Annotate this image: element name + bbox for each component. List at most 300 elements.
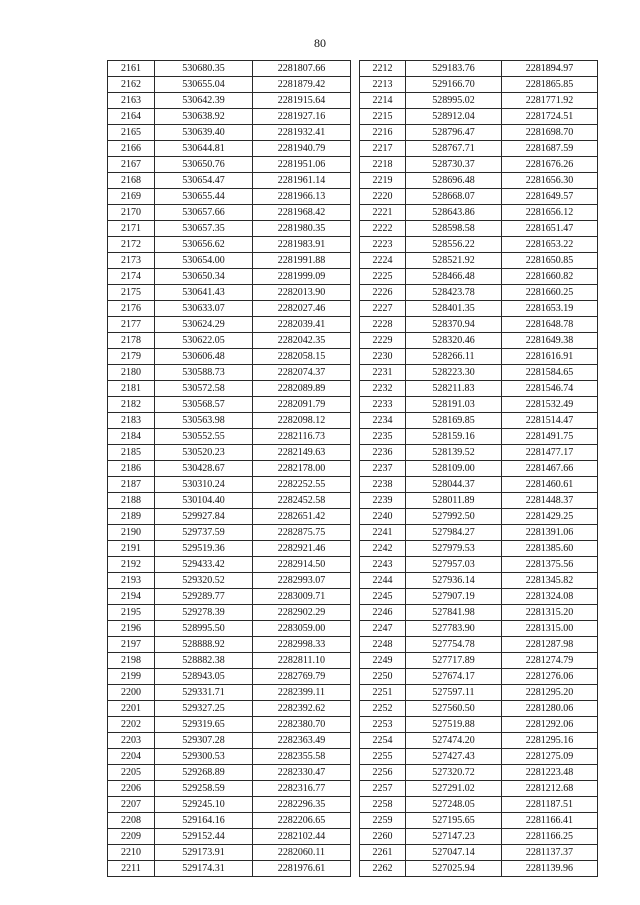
x-coordinate-cell: 528370.94 — [406, 317, 502, 333]
x-coordinate-cell: 530641.43 — [155, 285, 253, 301]
x-coordinate-cell: 528912.04 — [406, 109, 502, 125]
y-coordinate-cell: 2281660.25 — [502, 285, 598, 301]
x-coordinate-cell: 530633.07 — [155, 301, 253, 317]
point-number-cell: 2214 — [360, 93, 406, 109]
x-coordinate-cell: 528995.02 — [406, 93, 502, 109]
y-coordinate-cell: 2281771.92 — [502, 93, 598, 109]
y-coordinate-cell: 2281391.06 — [502, 525, 598, 541]
table-row — [108, 109, 351, 125]
x-coordinate-cell: 530638.92 — [155, 109, 253, 125]
point-number-cell: 2222 — [360, 221, 406, 237]
point-number-cell: 2245 — [360, 589, 406, 605]
table-row — [108, 93, 351, 109]
table-row — [360, 781, 598, 797]
table-row — [108, 637, 351, 653]
y-coordinate-cell: 2281961.14 — [253, 173, 351, 189]
table-row — [360, 93, 598, 109]
table-row — [360, 749, 598, 765]
point-number-cell: 2224 — [360, 253, 406, 269]
table-row — [108, 221, 351, 237]
y-coordinate-cell: 2282811.10 — [253, 653, 351, 669]
y-coordinate-cell: 2281166.25 — [502, 829, 598, 845]
point-number-cell: 2248 — [360, 637, 406, 653]
table-row — [108, 781, 351, 797]
y-coordinate-cell: 2281616.91 — [502, 349, 598, 365]
point-number-cell: 2167 — [108, 157, 155, 173]
point-number-cell: 2256 — [360, 765, 406, 781]
table-row — [360, 173, 598, 189]
x-coordinate-cell: 529173.91 — [155, 845, 253, 861]
x-coordinate-cell: 529258.59 — [155, 781, 253, 797]
point-number-cell: 2217 — [360, 141, 406, 157]
x-coordinate-cell: 527841.98 — [406, 605, 502, 621]
table-row — [108, 685, 351, 701]
x-coordinate-cell: 528159.16 — [406, 429, 502, 445]
x-coordinate-cell: 530104.40 — [155, 493, 253, 509]
x-coordinate-cell: 530650.34 — [155, 269, 253, 285]
table-row — [360, 493, 598, 509]
x-coordinate-cell: 527474.20 — [406, 733, 502, 749]
table-row — [360, 109, 598, 125]
x-coordinate-cell: 528211.83 — [406, 381, 502, 397]
table-row — [108, 157, 351, 173]
point-number-cell: 2260 — [360, 829, 406, 845]
point-number-cell: 2176 — [108, 301, 155, 317]
point-number-cell: 2206 — [108, 781, 155, 797]
y-coordinate-cell: 2282060.11 — [253, 845, 351, 861]
table-row — [360, 205, 598, 221]
y-coordinate-cell: 2282013.90 — [253, 285, 351, 301]
table-row — [108, 317, 351, 333]
x-coordinate-cell: 529927.84 — [155, 509, 253, 525]
table-row — [360, 333, 598, 349]
y-coordinate-cell: 2282875.75 — [253, 525, 351, 541]
point-number-cell: 2169 — [108, 189, 155, 205]
table-row — [360, 77, 598, 93]
y-coordinate-cell: 2281653.19 — [502, 301, 598, 317]
point-number-cell: 2195 — [108, 605, 155, 621]
x-coordinate-cell: 528730.37 — [406, 157, 502, 173]
point-number-cell: 2257 — [360, 781, 406, 797]
y-coordinate-cell: 2281448.37 — [502, 493, 598, 509]
y-coordinate-cell: 2281546.74 — [502, 381, 598, 397]
y-coordinate-cell: 2282651.42 — [253, 509, 351, 525]
y-coordinate-cell: 2281927.16 — [253, 109, 351, 125]
y-coordinate-cell: 2281807.66 — [253, 61, 351, 77]
point-number-cell: 2227 — [360, 301, 406, 317]
y-coordinate-cell: 2281724.51 — [502, 109, 598, 125]
y-coordinate-cell: 2281951.06 — [253, 157, 351, 173]
point-number-cell: 2190 — [108, 525, 155, 541]
y-coordinate-cell: 2281656.12 — [502, 205, 598, 221]
x-coordinate-cell: 527907.19 — [406, 589, 502, 605]
y-coordinate-cell: 2281980.35 — [253, 221, 351, 237]
table-row — [108, 765, 351, 781]
x-coordinate-cell: 530655.04 — [155, 77, 253, 93]
y-coordinate-cell: 2281287.98 — [502, 637, 598, 653]
x-coordinate-cell: 527936.14 — [406, 573, 502, 589]
point-number-cell: 2247 — [360, 621, 406, 637]
x-coordinate-cell: 527754.78 — [406, 637, 502, 653]
y-coordinate-cell: 2282399.11 — [253, 685, 351, 701]
table-row — [108, 749, 351, 765]
point-number-cell: 2201 — [108, 701, 155, 717]
x-coordinate-cell: 528401.35 — [406, 301, 502, 317]
x-coordinate-cell: 528191.03 — [406, 397, 502, 413]
point-number-cell: 2238 — [360, 477, 406, 493]
y-coordinate-cell: 2282914.50 — [253, 557, 351, 573]
y-coordinate-cell: 2281274.79 — [502, 653, 598, 669]
x-coordinate-cell: 529331.71 — [155, 685, 253, 701]
table-row — [360, 381, 598, 397]
point-number-cell: 2229 — [360, 333, 406, 349]
x-coordinate-cell: 527047.14 — [406, 845, 502, 861]
x-coordinate-cell: 529183.76 — [406, 61, 502, 77]
point-number-cell: 2205 — [108, 765, 155, 781]
x-coordinate-cell: 530520.23 — [155, 445, 253, 461]
point-number-cell: 2244 — [360, 573, 406, 589]
table-row — [360, 477, 598, 493]
y-coordinate-cell: 2281915.64 — [253, 93, 351, 109]
x-coordinate-cell: 528696.48 — [406, 173, 502, 189]
table-row — [108, 509, 351, 525]
y-coordinate-cell: 2281385.60 — [502, 541, 598, 557]
x-coordinate-cell: 528109.00 — [406, 461, 502, 477]
y-coordinate-cell: 2281968.42 — [253, 205, 351, 221]
table-row — [360, 541, 598, 557]
y-coordinate-cell: 2281276.06 — [502, 669, 598, 685]
x-coordinate-cell: 530657.66 — [155, 205, 253, 221]
point-number-cell: 2239 — [360, 493, 406, 509]
x-coordinate-cell: 527992.50 — [406, 509, 502, 525]
x-coordinate-cell: 527957.03 — [406, 557, 502, 573]
y-coordinate-cell: 2281999.09 — [253, 269, 351, 285]
table-row — [360, 701, 598, 717]
x-coordinate-cell: 530588.73 — [155, 365, 253, 381]
table-row — [360, 237, 598, 253]
y-coordinate-cell: 2281648.78 — [502, 317, 598, 333]
x-coordinate-cell: 528767.71 — [406, 141, 502, 157]
x-coordinate-cell: 527248.05 — [406, 797, 502, 813]
point-number-cell: 2185 — [108, 445, 155, 461]
y-coordinate-cell: 2282316.77 — [253, 781, 351, 797]
x-coordinate-cell: 530622.05 — [155, 333, 253, 349]
table-row — [108, 429, 351, 445]
x-coordinate-cell: 529245.10 — [155, 797, 253, 813]
point-number-cell: 2258 — [360, 797, 406, 813]
x-coordinate-cell: 529300.53 — [155, 749, 253, 765]
x-coordinate-cell: 528423.78 — [406, 285, 502, 301]
table-row — [108, 733, 351, 749]
point-number-cell: 2242 — [360, 541, 406, 557]
table-row — [108, 797, 351, 813]
x-coordinate-cell: 528598.58 — [406, 221, 502, 237]
point-number-cell: 2199 — [108, 669, 155, 685]
x-coordinate-cell: 528169.85 — [406, 413, 502, 429]
x-coordinate-cell: 527195.65 — [406, 813, 502, 829]
y-coordinate-cell: 2281687.59 — [502, 141, 598, 157]
y-coordinate-cell: 2281477.17 — [502, 445, 598, 461]
x-coordinate-cell: 529319.65 — [155, 717, 253, 733]
y-coordinate-cell: 2281280.06 — [502, 701, 598, 717]
point-number-cell: 2180 — [108, 365, 155, 381]
x-coordinate-cell: 528995.50 — [155, 621, 253, 637]
table-row — [360, 285, 598, 301]
y-coordinate-cell: 2281676.26 — [502, 157, 598, 173]
x-coordinate-cell: 527783.90 — [406, 621, 502, 637]
x-coordinate-cell: 529320.52 — [155, 573, 253, 589]
point-number-cell: 2211 — [108, 861, 155, 877]
point-number-cell: 2213 — [360, 77, 406, 93]
table-row — [108, 413, 351, 429]
y-coordinate-cell: 2281345.82 — [502, 573, 598, 589]
point-number-cell: 2170 — [108, 205, 155, 221]
point-number-cell: 2172 — [108, 237, 155, 253]
table-row — [360, 189, 598, 205]
y-coordinate-cell: 2282355.58 — [253, 749, 351, 765]
y-coordinate-cell: 2282091.79 — [253, 397, 351, 413]
point-number-cell: 2200 — [108, 685, 155, 701]
x-coordinate-cell: 529166.70 — [406, 77, 502, 93]
x-coordinate-cell: 529174.31 — [155, 861, 253, 877]
table-row — [360, 829, 598, 845]
x-coordinate-cell: 529307.28 — [155, 733, 253, 749]
table-row — [108, 653, 351, 669]
table-row — [360, 717, 598, 733]
table-row — [108, 141, 351, 157]
y-coordinate-cell: 2281983.91 — [253, 237, 351, 253]
table-row — [360, 573, 598, 589]
table-row — [360, 589, 598, 605]
point-number-cell: 2189 — [108, 509, 155, 525]
table-row — [108, 829, 351, 845]
y-coordinate-cell: 2282921.46 — [253, 541, 351, 557]
point-number-cell: 2182 — [108, 397, 155, 413]
table-row — [360, 797, 598, 813]
x-coordinate-cell: 530656.62 — [155, 237, 253, 253]
y-coordinate-cell: 2281139.96 — [502, 861, 598, 877]
x-coordinate-cell: 528466.48 — [406, 269, 502, 285]
point-number-cell: 2209 — [108, 829, 155, 845]
table-row — [360, 637, 598, 653]
x-coordinate-cell: 528888.92 — [155, 637, 253, 653]
x-coordinate-cell: 530657.35 — [155, 221, 253, 237]
point-number-cell: 2251 — [360, 685, 406, 701]
table-row — [108, 125, 351, 141]
x-coordinate-cell: 529164.16 — [155, 813, 253, 829]
point-number-cell: 2243 — [360, 557, 406, 573]
x-coordinate-cell: 528011.89 — [406, 493, 502, 509]
y-coordinate-cell: 2281295.16 — [502, 733, 598, 749]
x-coordinate-cell: 527984.27 — [406, 525, 502, 541]
x-coordinate-cell: 530568.57 — [155, 397, 253, 413]
y-coordinate-cell: 2282252.55 — [253, 477, 351, 493]
table-row — [108, 717, 351, 733]
x-coordinate-cell: 530650.76 — [155, 157, 253, 173]
y-coordinate-cell: 2281966.13 — [253, 189, 351, 205]
point-number-cell: 2191 — [108, 541, 155, 557]
point-number-cell: 2259 — [360, 813, 406, 829]
y-coordinate-cell: 2281976.61 — [253, 861, 351, 877]
point-number-cell: 2232 — [360, 381, 406, 397]
y-coordinate-cell: 2281991.88 — [253, 253, 351, 269]
point-number-cell: 2246 — [360, 605, 406, 621]
table-row — [108, 493, 351, 509]
table-row — [108, 205, 351, 221]
y-coordinate-cell: 2281584.65 — [502, 365, 598, 381]
x-coordinate-cell: 527025.94 — [406, 861, 502, 877]
x-coordinate-cell: 527560.50 — [406, 701, 502, 717]
point-number-cell: 2164 — [108, 109, 155, 125]
point-number-cell: 2203 — [108, 733, 155, 749]
y-coordinate-cell: 2282392.62 — [253, 701, 351, 717]
table-row — [360, 861, 598, 877]
table-row — [360, 365, 598, 381]
table-row — [108, 189, 351, 205]
x-coordinate-cell: 528044.37 — [406, 477, 502, 493]
x-coordinate-cell: 530639.40 — [155, 125, 253, 141]
x-coordinate-cell: 530680.35 — [155, 61, 253, 77]
x-coordinate-cell: 530655.44 — [155, 189, 253, 205]
point-number-cell: 2215 — [360, 109, 406, 125]
point-number-cell: 2236 — [360, 445, 406, 461]
table-row — [108, 477, 351, 493]
point-number-cell: 2223 — [360, 237, 406, 253]
y-coordinate-cell: 2281514.47 — [502, 413, 598, 429]
point-number-cell: 2192 — [108, 557, 155, 573]
table-row — [360, 61, 598, 77]
table-row — [360, 813, 598, 829]
table-row — [108, 541, 351, 557]
table-row — [108, 445, 351, 461]
x-coordinate-cell: 530642.39 — [155, 93, 253, 109]
table-row — [360, 765, 598, 781]
y-coordinate-cell: 2282116.73 — [253, 429, 351, 445]
y-coordinate-cell: 2282098.12 — [253, 413, 351, 429]
table-row — [108, 605, 351, 621]
point-number-cell: 2220 — [360, 189, 406, 205]
y-coordinate-cell: 2282074.37 — [253, 365, 351, 381]
page-number: 80 — [314, 36, 326, 50]
x-coordinate-cell: 528223.30 — [406, 365, 502, 381]
table-row — [360, 141, 598, 157]
point-number-cell: 2186 — [108, 461, 155, 477]
table-row — [108, 365, 351, 381]
x-coordinate-cell: 528943.05 — [155, 669, 253, 685]
point-number-cell: 2198 — [108, 653, 155, 669]
table-row — [360, 221, 598, 237]
y-coordinate-cell: 2281879.42 — [253, 77, 351, 93]
point-number-cell: 2166 — [108, 141, 155, 157]
y-coordinate-cell: 2282993.07 — [253, 573, 351, 589]
x-coordinate-cell: 527674.17 — [406, 669, 502, 685]
table-row — [360, 733, 598, 749]
table-row — [108, 173, 351, 189]
point-number-cell: 2177 — [108, 317, 155, 333]
x-coordinate-cell: 530428.67 — [155, 461, 253, 477]
point-number-cell: 2212 — [360, 61, 406, 77]
table-row — [108, 333, 351, 349]
x-coordinate-cell: 527291.02 — [406, 781, 502, 797]
table-row — [108, 861, 351, 877]
x-coordinate-cell: 528320.46 — [406, 333, 502, 349]
y-coordinate-cell: 2281137.37 — [502, 845, 598, 861]
point-number-cell: 2261 — [360, 845, 406, 861]
point-number-cell: 2173 — [108, 253, 155, 269]
point-number-cell: 2249 — [360, 653, 406, 669]
point-number-cell: 2165 — [108, 125, 155, 141]
point-number-cell: 2262 — [360, 861, 406, 877]
y-coordinate-cell: 2281698.70 — [502, 125, 598, 141]
x-coordinate-cell: 530310.24 — [155, 477, 253, 493]
point-number-cell: 2196 — [108, 621, 155, 637]
point-number-cell: 2252 — [360, 701, 406, 717]
table-row — [108, 813, 351, 829]
x-coordinate-cell: 529327.25 — [155, 701, 253, 717]
point-number-cell: 2241 — [360, 525, 406, 541]
x-coordinate-cell: 530572.58 — [155, 381, 253, 397]
x-coordinate-cell: 529433.42 — [155, 557, 253, 573]
table-row — [360, 253, 598, 269]
y-coordinate-cell: 2281324.08 — [502, 589, 598, 605]
table-row — [360, 509, 598, 525]
point-number-cell: 2183 — [108, 413, 155, 429]
point-number-cell: 2178 — [108, 333, 155, 349]
table-row — [108, 461, 351, 477]
y-coordinate-cell: 2281865.85 — [502, 77, 598, 93]
x-coordinate-cell: 527597.11 — [406, 685, 502, 701]
table-row — [360, 445, 598, 461]
y-coordinate-cell: 2282452.58 — [253, 493, 351, 509]
point-number-cell: 2208 — [108, 813, 155, 829]
x-coordinate-cell: 528643.86 — [406, 205, 502, 221]
table-row — [108, 269, 351, 285]
y-coordinate-cell: 2281660.82 — [502, 269, 598, 285]
table-row — [360, 605, 598, 621]
y-coordinate-cell: 2281467.66 — [502, 461, 598, 477]
y-coordinate-cell: 2281649.38 — [502, 333, 598, 349]
y-coordinate-cell: 2282330.47 — [253, 765, 351, 781]
table-row — [360, 317, 598, 333]
y-coordinate-cell: 2282039.41 — [253, 317, 351, 333]
y-coordinate-cell: 2281315.00 — [502, 621, 598, 637]
y-coordinate-cell: 2283009.71 — [253, 589, 351, 605]
table-row — [360, 685, 598, 701]
table-row — [108, 285, 351, 301]
y-coordinate-cell: 2281275.09 — [502, 749, 598, 765]
table-row — [360, 413, 598, 429]
point-number-cell: 2179 — [108, 349, 155, 365]
table-row — [360, 621, 598, 637]
point-number-cell: 2240 — [360, 509, 406, 525]
y-coordinate-cell: 2281292.06 — [502, 717, 598, 733]
point-number-cell: 2233 — [360, 397, 406, 413]
table-row — [108, 301, 351, 317]
point-number-cell: 2219 — [360, 173, 406, 189]
x-coordinate-cell: 528668.07 — [406, 189, 502, 205]
point-number-cell: 2171 — [108, 221, 155, 237]
point-number-cell: 2216 — [360, 125, 406, 141]
x-coordinate-cell: 530624.29 — [155, 317, 253, 333]
y-coordinate-cell: 2281429.25 — [502, 509, 598, 525]
table-row — [108, 557, 351, 573]
table-row — [360, 557, 598, 573]
table-row — [360, 301, 598, 317]
x-coordinate-cell: 529289.77 — [155, 589, 253, 605]
x-coordinate-cell: 528521.92 — [406, 253, 502, 269]
x-coordinate-cell: 527717.89 — [406, 653, 502, 669]
point-number-cell: 2207 — [108, 797, 155, 813]
